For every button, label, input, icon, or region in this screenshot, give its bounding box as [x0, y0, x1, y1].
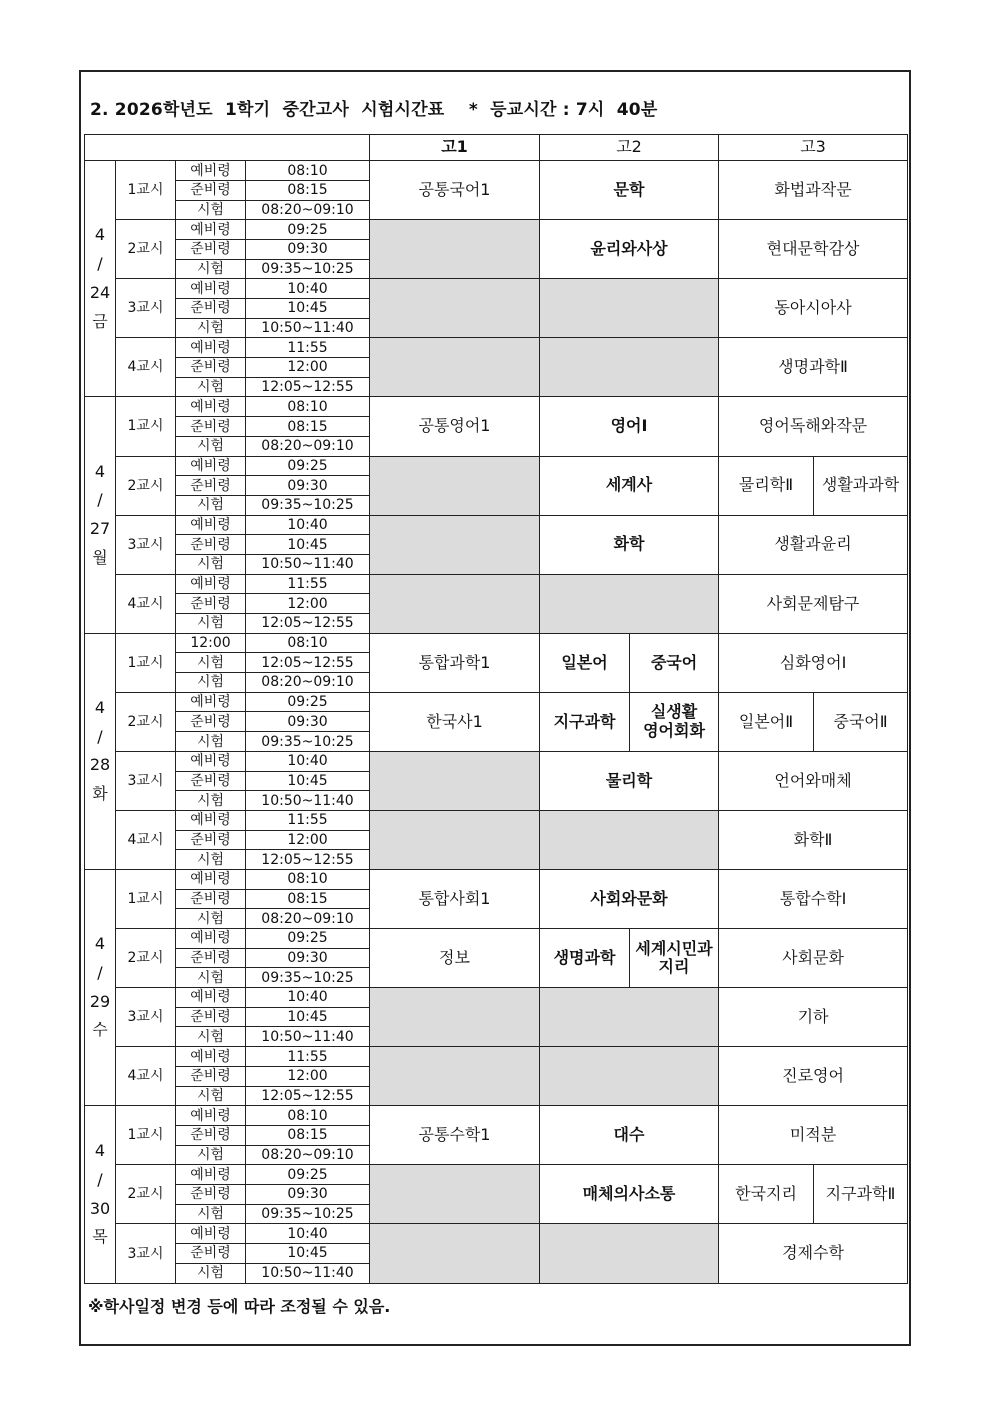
subject-grade3: 통합수학Ⅰ	[719, 869, 908, 928]
empty-slot-grade2	[540, 279, 719, 338]
time-label: 예비령	[176, 751, 246, 771]
subject-grade1: 정보	[370, 929, 540, 988]
day-label-line: 금	[92, 311, 108, 331]
time-value: 12:00	[246, 830, 370, 850]
subject-grade3: 영어독해와작문	[719, 397, 908, 456]
time-value: 09:25	[246, 456, 370, 476]
time-label: 예비령	[176, 1165, 246, 1185]
time-value: 10:40	[246, 751, 370, 771]
time-label: 준비령	[176, 1244, 246, 1264]
subject-grade3: 기하	[719, 988, 908, 1047]
period-label: 3교시	[116, 1224, 176, 1284]
empty-slot-grade2	[540, 574, 719, 633]
time-row	[85, 929, 908, 949]
period-label: 4교시	[116, 810, 176, 869]
time-row	[85, 988, 908, 1008]
subject-grade3: 화법과작문	[719, 161, 908, 220]
time-label: 준비령	[176, 358, 246, 378]
time-value: 08:10	[246, 161, 370, 181]
time-value: 10:50~11:40	[246, 554, 370, 574]
empty-slot-grade1	[370, 338, 540, 397]
subject-grade1: 통합과학1	[370, 633, 540, 692]
time-label: 예비령	[176, 988, 246, 1008]
time-value: 12:05~12:55	[246, 1086, 370, 1106]
time-row	[85, 574, 908, 594]
time-value: 12:05~12:55	[246, 653, 370, 673]
subject-grade2: 실생활 영어회화	[630, 692, 719, 751]
header-grade1: 고1	[370, 135, 540, 161]
time-value: 09:25	[246, 929, 370, 949]
time-value: 11:55	[246, 574, 370, 594]
subject-grade3: 언어와매체	[719, 751, 908, 810]
time-value: 09:25	[246, 220, 370, 240]
time-label: 시험	[176, 1204, 246, 1224]
day-label-line: 화	[92, 784, 108, 804]
empty-slot-grade1	[370, 1047, 540, 1106]
day-label	[85, 633, 116, 869]
subject-grade3: 심화영어Ⅰ	[719, 633, 908, 692]
subject-grade2: 일본어	[540, 633, 630, 692]
day-label-line: 목	[92, 1227, 108, 1247]
time-label: 준비령	[176, 535, 246, 555]
subject-grade3: 일본어Ⅱ	[719, 692, 814, 751]
subject-grade3: 진로영어	[719, 1047, 908, 1106]
empty-slot-grade1	[370, 220, 540, 279]
time-row	[85, 869, 908, 889]
empty-slot-grade1	[370, 1165, 540, 1224]
time-label: 시험	[176, 968, 246, 988]
empty-slot-grade2	[540, 1224, 719, 1284]
period-label: 1교시	[116, 1106, 176, 1165]
time-value: 12:00	[246, 594, 370, 614]
subject-grade1: 통합사회1	[370, 869, 540, 928]
day-label-line: /	[97, 1169, 103, 1189]
time-value: 10:45	[246, 535, 370, 555]
day-label-line: /	[97, 726, 103, 746]
time-label: 준비령	[176, 1125, 246, 1145]
period-label: 1교시	[116, 633, 176, 692]
time-value: 08:20~09:10	[246, 909, 370, 929]
time-row	[85, 220, 908, 240]
day-label-line: 4	[94, 1141, 106, 1161]
time-label: 준비령	[176, 712, 246, 732]
subject-grade3: 생활과과학	[814, 456, 908, 515]
time-label: 예비령	[176, 161, 246, 181]
time-row	[85, 751, 908, 771]
empty-slot-grade1	[370, 515, 540, 574]
subject-grade2: 화학	[540, 515, 719, 574]
time-label: 예비령	[176, 869, 246, 889]
subject-grade2: 세계시민과 지리	[630, 929, 719, 988]
time-value: 12:05~12:55	[246, 614, 370, 634]
header-corner	[85, 135, 370, 161]
time-value: 09:30	[246, 1184, 370, 1204]
time-row	[85, 1047, 908, 1067]
empty-slot-grade1	[370, 1224, 540, 1284]
empty-slot-grade2	[540, 338, 719, 397]
time-row	[85, 338, 908, 358]
period-label: 3교시	[116, 751, 176, 810]
empty-slot-grade1	[370, 988, 540, 1047]
period-label: 1교시	[116, 397, 176, 456]
time-value: 10:45	[246, 1007, 370, 1027]
day-label-line: /	[97, 254, 103, 274]
day-label-line: 30	[89, 1198, 111, 1218]
subject-grade2: 지구과학	[540, 692, 630, 751]
footnote: ※학사일정 변경 등에 따라 조정될 수 있음.	[88, 1297, 391, 1316]
time-label: 시험	[176, 1145, 246, 1165]
empty-slot-grade2	[540, 810, 719, 869]
time-value: 11:55	[246, 338, 370, 358]
day-label	[85, 1106, 116, 1284]
empty-slot-grade1	[370, 456, 540, 515]
subject-grade2: 물리학	[540, 751, 719, 810]
time-value: 08:10	[246, 633, 370, 653]
time-label: 준비령	[176, 299, 246, 319]
time-label: 준비령	[176, 1007, 246, 1027]
header-grade3: 고3	[719, 135, 908, 161]
day-label-line: 4	[94, 225, 106, 245]
day-label-line: 27	[89, 519, 111, 539]
time-label: 시험	[176, 495, 246, 515]
subject-grade2: 사회와문화	[540, 869, 719, 928]
time-row	[85, 397, 908, 417]
subject-grade3: 생명과학Ⅱ	[719, 338, 908, 397]
subject-grade1: 공통영어1	[370, 397, 540, 456]
subject-grade2: 윤리와사상	[540, 220, 719, 279]
time-value: 12:00	[246, 1066, 370, 1086]
time-label: 시험	[176, 653, 246, 673]
subject-grade3: 중국어Ⅱ	[814, 692, 908, 751]
time-value: 08:20~09:10	[246, 436, 370, 456]
period-label: 2교시	[116, 1165, 176, 1224]
time-value: 08:10	[246, 1106, 370, 1126]
day-label-line: /	[97, 490, 103, 510]
time-value: 08:10	[246, 869, 370, 889]
time-label: 예비령	[176, 1106, 246, 1126]
period-label: 2교시	[116, 220, 176, 279]
time-label: 준비령	[176, 1184, 246, 1204]
period-label: 3교시	[116, 988, 176, 1047]
period-label: 3교시	[116, 515, 176, 574]
time-row	[85, 810, 908, 830]
empty-slot-grade2	[540, 1047, 719, 1106]
time-value: 10:50~11:40	[246, 1263, 370, 1283]
subject-grade1: 공통국어1	[370, 161, 540, 220]
empty-slot-grade1	[370, 810, 540, 869]
time-label: 예비령	[176, 279, 246, 299]
time-value: 09:30	[246, 476, 370, 496]
header-grade2: 고2	[540, 135, 719, 161]
time-label: 예비령	[176, 220, 246, 240]
time-value: 09:35~10:25	[246, 732, 370, 752]
time-value: 09:25	[246, 692, 370, 712]
time-value: 08:15	[246, 1125, 370, 1145]
subject-grade1: 공통수학1	[370, 1106, 540, 1165]
period-label: 1교시	[116, 869, 176, 928]
time-label: 시험	[176, 673, 246, 693]
day-label-line: 월	[92, 547, 108, 567]
time-value: 09:30	[246, 948, 370, 968]
time-value: 10:50~11:40	[246, 1027, 370, 1047]
header-row	[85, 135, 908, 161]
time-value: 11:55	[246, 1047, 370, 1067]
period-label: 4교시	[116, 338, 176, 397]
time-label: 예비령	[176, 810, 246, 830]
time-value: 08:15	[246, 417, 370, 437]
time-value: 08:20~09:10	[246, 1145, 370, 1165]
time-label: 준비령	[176, 830, 246, 850]
subject-grade3: 사회문화	[719, 929, 908, 988]
subject-grade2: 생명과학	[540, 929, 630, 988]
time-value: 10:45	[246, 299, 370, 319]
time-label: 예비령	[176, 515, 246, 535]
day-label-line: 4	[94, 697, 106, 717]
day-label	[85, 161, 116, 397]
period-label: 3교시	[116, 279, 176, 338]
time-value: 09:35~10:25	[246, 495, 370, 515]
day-label-line: 24	[89, 282, 111, 302]
subject-grade2: 문학	[540, 161, 719, 220]
time-label: 시험	[176, 377, 246, 397]
subject-grade2: 세계사	[540, 456, 719, 515]
time-label: 시험	[176, 614, 246, 634]
period-label: 1교시	[116, 161, 176, 220]
time-value: 12:05~12:55	[246, 377, 370, 397]
subject-grade3: 경제수학	[719, 1224, 908, 1284]
day-label	[85, 869, 116, 1105]
time-label: 시험	[176, 850, 246, 870]
time-label: 시험	[176, 200, 246, 220]
empty-slot-grade1	[370, 751, 540, 810]
time-label: 준비령	[176, 889, 246, 909]
time-value: 10:50~11:40	[246, 318, 370, 338]
time-value: 10:40	[246, 279, 370, 299]
subject-grade3: 동아시아사	[719, 279, 908, 338]
time-row	[85, 515, 908, 535]
time-value: 10:45	[246, 771, 370, 791]
time-label: 준비령	[176, 771, 246, 791]
day-label-line: 4	[94, 934, 106, 954]
subject-grade3: 생활과윤리	[719, 515, 908, 574]
time-label: 예비령	[176, 929, 246, 949]
time-row	[85, 1106, 908, 1126]
empty-slot-grade2	[540, 988, 719, 1047]
time-label: 준비령	[176, 476, 246, 496]
subject-grade2: 중국어	[630, 633, 719, 692]
subject-grade1: 한국사1	[370, 692, 540, 751]
exam-timetable	[84, 134, 908, 1284]
time-row	[85, 1165, 908, 1185]
subject-grade2: 매체의사소통	[540, 1165, 719, 1224]
subject-grade2: 대수	[540, 1106, 719, 1165]
time-label: 시험	[176, 318, 246, 338]
time-label: 시험	[176, 1263, 246, 1283]
time-value: 12:00	[246, 358, 370, 378]
empty-slot-grade1	[370, 574, 540, 633]
time-row	[85, 1224, 908, 1244]
time-value: 11:55	[246, 810, 370, 830]
time-label: 준비령	[176, 417, 246, 437]
day-label-line: 수	[92, 1020, 108, 1040]
time-value: 08:10	[246, 397, 370, 417]
time-value: 08:15	[246, 180, 370, 200]
time-value: 10:50~11:40	[246, 791, 370, 811]
time-label: 12:00	[176, 633, 246, 653]
time-label: 예비령	[176, 397, 246, 417]
time-value: 08:20~09:10	[246, 673, 370, 693]
time-value: 09:25	[246, 1165, 370, 1185]
time-label: 예비령	[176, 338, 246, 358]
time-row	[85, 692, 908, 712]
time-label: 예비령	[176, 1047, 246, 1067]
time-value: 08:15	[246, 889, 370, 909]
time-row	[85, 456, 908, 476]
time-label: 준비령	[176, 948, 246, 968]
time-label: 시험	[176, 791, 246, 811]
time-label: 준비령	[176, 1066, 246, 1086]
day-label-line: 28	[89, 755, 111, 775]
page-title: 2. 2026학년도 1학기 중간고사 시험시간표 * 등교시간 : 7시 40분	[90, 100, 658, 120]
time-label: 예비령	[176, 692, 246, 712]
day-label-line: /	[97, 962, 103, 982]
subject-grade3: 물리학Ⅱ	[719, 456, 814, 515]
day-label	[85, 397, 116, 633]
time-value: 09:30	[246, 239, 370, 259]
empty-slot-grade1	[370, 279, 540, 338]
time-value: 09:35~10:25	[246, 259, 370, 279]
time-label: 시험	[176, 1027, 246, 1047]
period-label: 4교시	[116, 574, 176, 633]
time-label: 예비령	[176, 456, 246, 476]
time-label: 시험	[176, 554, 246, 574]
subject-grade3: 한국지리	[719, 1165, 814, 1224]
subject-grade3: 현대문학감상	[719, 220, 908, 279]
period-label: 2교시	[116, 929, 176, 988]
period-label: 2교시	[116, 692, 176, 751]
time-row	[85, 633, 908, 653]
time-label: 시험	[176, 1086, 246, 1106]
time-value: 09:35~10:25	[246, 1204, 370, 1224]
time-value: 10:40	[246, 988, 370, 1008]
subject-grade3: 사회문제탐구	[719, 574, 908, 633]
day-label-line: 4	[94, 461, 106, 481]
time-label: 예비령	[176, 1224, 246, 1244]
time-label: 준비령	[176, 594, 246, 614]
period-label: 4교시	[116, 1047, 176, 1106]
time-value: 10:45	[246, 1244, 370, 1264]
time-label: 시험	[176, 909, 246, 929]
time-value: 09:30	[246, 712, 370, 732]
time-value: 12:05~12:55	[246, 850, 370, 870]
time-value: 09:35~10:25	[246, 968, 370, 988]
time-label: 시험	[176, 259, 246, 279]
period-label: 2교시	[116, 456, 176, 515]
time-label: 준비령	[176, 180, 246, 200]
subject-grade2: 영어Ⅰ	[540, 397, 719, 456]
subject-grade3: 지구과학Ⅱ	[814, 1165, 908, 1224]
time-label: 예비령	[176, 574, 246, 594]
time-label: 준비령	[176, 239, 246, 259]
time-value: 08:20~09:10	[246, 200, 370, 220]
time-value: 10:40	[246, 515, 370, 535]
time-row	[85, 279, 908, 299]
time-row	[85, 161, 908, 181]
subject-grade3: 화학Ⅱ	[719, 810, 908, 869]
subject-grade3: 미적분	[719, 1106, 908, 1165]
time-label: 시험	[176, 436, 246, 456]
time-label: 시험	[176, 732, 246, 752]
time-value: 10:40	[246, 1224, 370, 1244]
day-label-line: 29	[89, 991, 111, 1011]
